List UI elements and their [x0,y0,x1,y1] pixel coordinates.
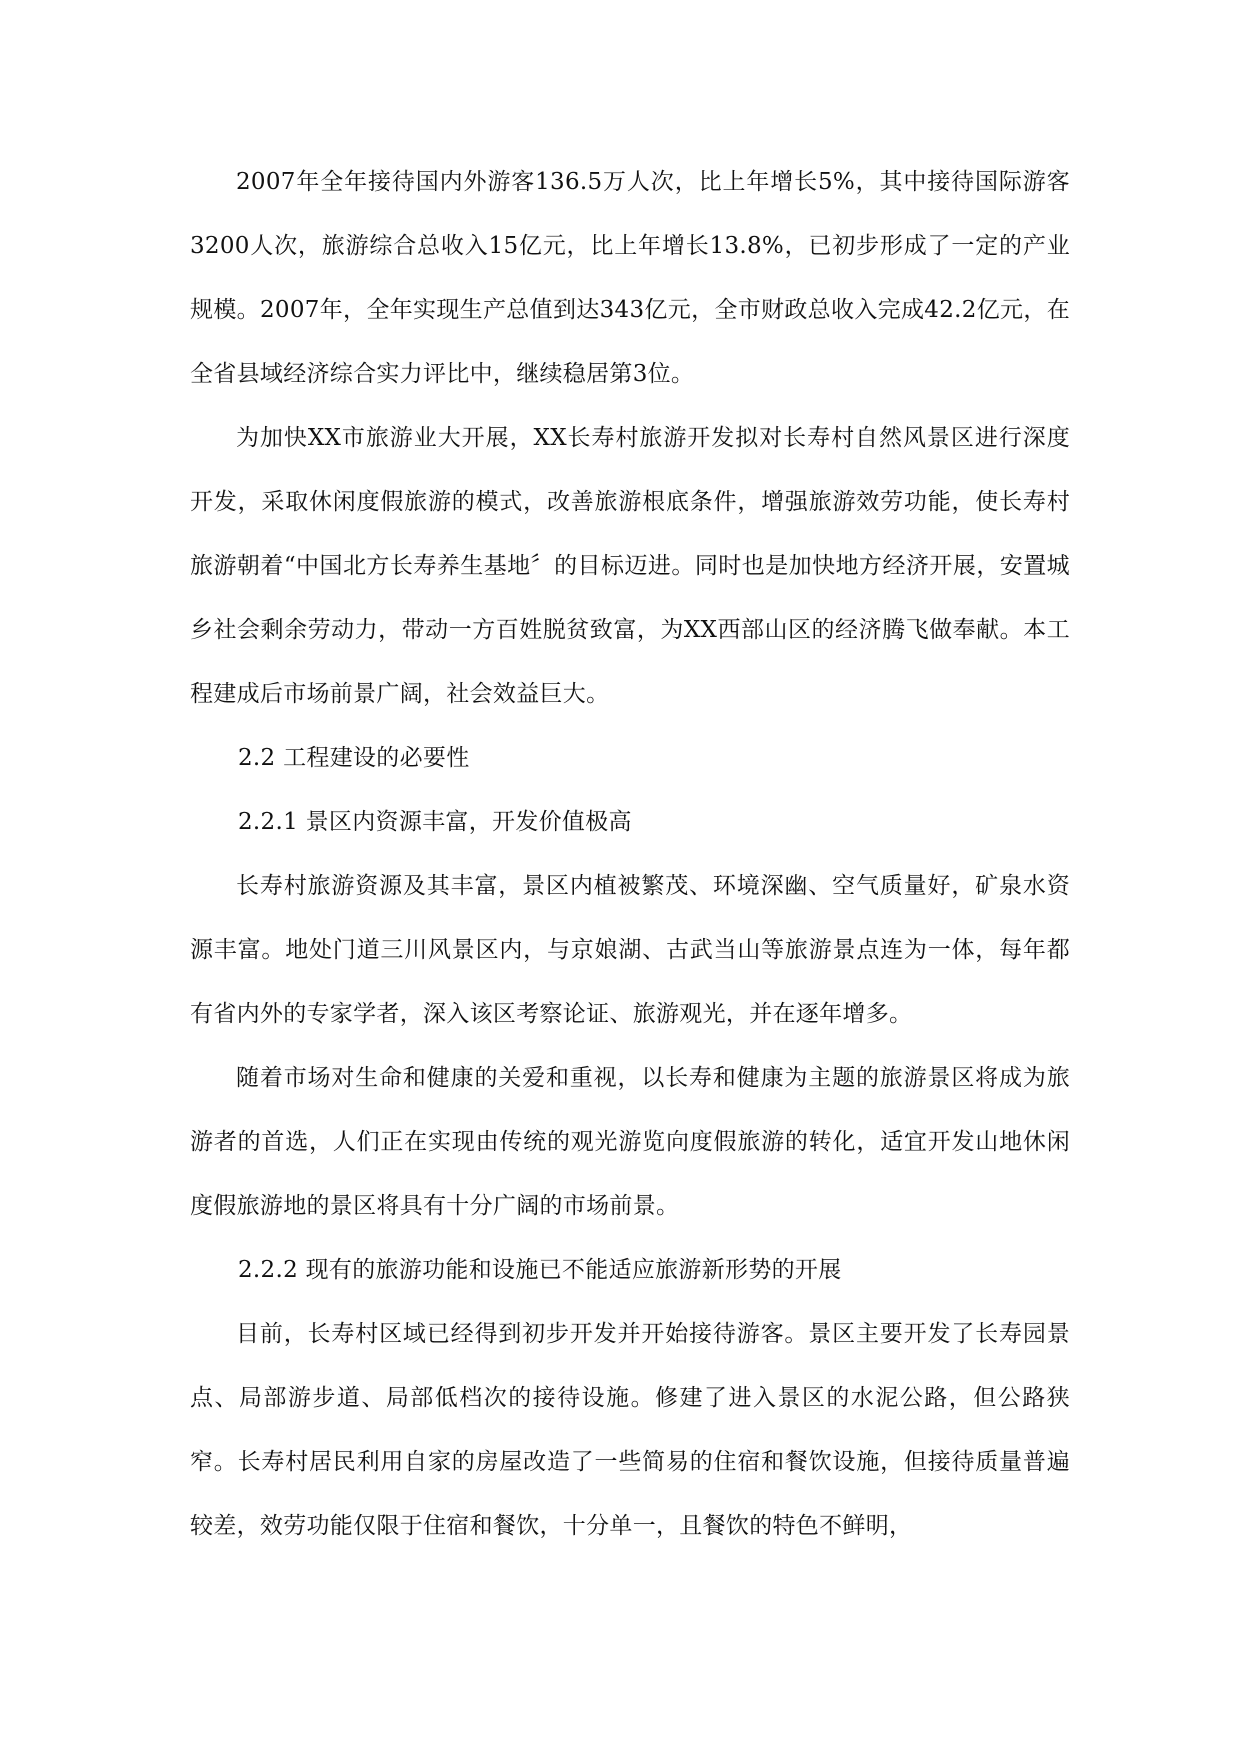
paragraph-development-goals: 为加快XX市旅游业大开展，XX长寿村旅游开发拟对长寿村自然风景区进行深度开发，采取休闲度假旅游的模式，改善旅游根底条件，增强旅游效劳功能，使长寿村旅游朝着“中国北方长寿养生基地〞的目标迈进。同时也是加快地方经济开展，安置城乡社会剩余劳动力，带动一方百姓脱贫致富，为XX西部山区的经济腾飞做奉献。本工程建成后市场前景广阔，社会效益巨大。 [190,425,1070,707]
paragraph-resources: 长寿村旅游资源及其丰富，景区内植被繁茂、环境深幽、空气质量好，矿泉水资源丰富。地处门道三川风景区内，与京娘湖、古武当山等旅游景点连为一体，每年都有省内外的专家学者，深入该区考察论证、旅游观光，并在逐年增多。 [190,873,1070,1027]
paragraph-current-facilities: 目前，长寿村区域已经得到初步开发并开始接待游客。景区主要开发了长寿园景点、局部游步道、局部低档次的接待设施。修建了进入景区的水泥公路，但公路狭窄。长寿村居民利用自家的房屋改造了一些简易的住宿和餐饮设施，但接待质量普遍较差，效劳功能仅限于住宿和餐饮，十分单一，且餐饮的特色不鲜明， [190,1321,1070,1539]
paragraph-tourism-statistics: 2007年全年接待国内外游客136.5万人次，比上年增长5%，其中接待国际游客3200人次，旅游综合总收入15亿元，比上年增长13.8%，已初步形成了一定的产业规模。2007年，全年实现生产总值到达343亿元，全市财政总收入完成42.2亿元，在全省县域经济综合实力评比中，继续稳居第3位。 [190,169,1070,387]
section-heading-2-2-1: 2.2.1 景区内资源丰富，开发价值极高 [238,809,632,835]
section-heading-2-2: 2.2 工程建设的必要性 [238,745,470,771]
section-heading-2-2-2: 2.2.2 现有的旅游功能和设施已不能适应旅游新形势的开展 [238,1257,842,1283]
paragraph-market-prospects: 随着市场对生命和健康的关爱和重视，以长寿和健康为主题的旅游景区将成为旅游者的首选，人们正在实现由传统的观光游览向度假旅游的转化，适宜开发山地休闲度假旅游地的景区将具有十分广阔的市场前景。 [190,1065,1070,1219]
document-body [190,150,1070,1558]
